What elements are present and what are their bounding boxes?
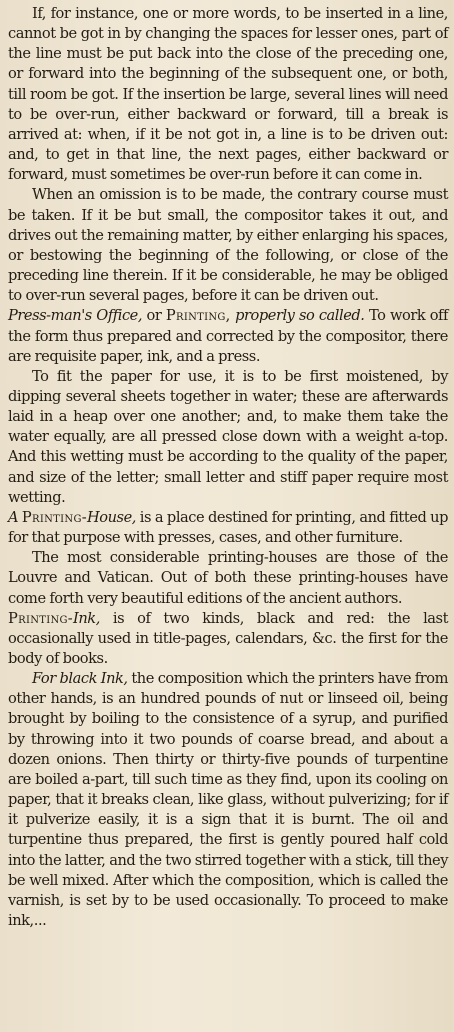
text-run: Printing- — [8, 609, 74, 627]
paragraph-louvre-vatican — [8, 548, 448, 608]
paragraph-insertion — [8, 4, 448, 185]
text-run: Ink, — [73, 609, 100, 627]
text-run: properly so called. — [235, 307, 365, 325]
text-run: To fit the paper for use, it is to be first moistened, by dipping several sheets together in water; these are afterwards laid in a heap over one another; and, to make them take the water equally, are all pressed close down with a weight a-top. And this wetting must be according to the quality of the paper, and size of the letter; small letter and stiff paper require most wetting. — [8, 367, 448, 506]
text-run: Printing, — [165, 307, 231, 325]
text-run: is a place destined for printing, and fitted up for that purpose with presses, cases, and other furniture. — [8, 508, 449, 547]
paragraph-printing-ink — [8, 609, 448, 669]
text-run: the composition which the printers have from other hands, is an hundred pounds of nut or linseed oil, being brought by boiling to the consistence of a syrup, and purified by throwing into it two pounds of coarse bread, and about a dozen onions. Then thirty or thirty-five pounds of turpentine are boiled a-part, till such time as they find, upon its cooling on paper, that it breaks clean, like glass, without pulverizing; for if it pulverize easily, it is a sign that it is burnt. The oil and turpentine thus prepared, the first is gently poured half cold into the latter, and the two stirred together with a stick, till they be well mixed. After which the composition, which is called the varnish, is set by to be used occasionally. To proceed to make ink,... — [8, 670, 448, 930]
paragraph-black-ink — [8, 669, 448, 931]
paragraph-pressman-office — [8, 306, 448, 366]
paragraph-omission — [8, 185, 448, 306]
text-run: or — [142, 307, 166, 325]
text-run: If, for instance, one or more words, to be inserted in a line, cannot be got in by changing the spaces for lesser ones, part of the line must be put back into the close of the preceding one, or forward into the beginning of the subsequent one, or both, till room be got. If the insertion be large, several lines will need to be over-run, either backward or forward, till a break is arrived at: when, if it be not got in, a line is to be driven out: and, to get in that line, the next pages, either backward or forward, must sometimes be over-run before it can come in. — [8, 5, 448, 184]
text-run: A — [8, 508, 22, 526]
text-run: House, — [86, 508, 136, 526]
text-run: The most considerable printing-houses are those of the Louvre and Vatican. Out of both these printing-houses have come forth very beautiful editions of the ancient authors. — [8, 549, 448, 607]
paragraph-wetting-paper — [8, 367, 448, 508]
text-run: To work off the form thus prepared and corrected by the compositor, there are requisite paper, ink, and a press. — [8, 307, 448, 365]
paragraph-printing-house — [8, 508, 448, 548]
text-run: Press-man's Office, — [8, 307, 143, 325]
text-run: Printing- — [21, 508, 87, 526]
text-run: is of two kinds, black and red: the last occasionally used in title-pages, calendars, &c. the first for the body of books. — [8, 609, 448, 667]
text-run: When an omission is to be made, the contrary course must be taken. If it be but small, the compositor takes it out, and drives out the remaining matter, by either enlarging his spaces, or bestowing the beginning of the following, or close of the preceding line therein. If it be considerable, he may be obliged to over-run several pages, before it can be driven out. — [8, 186, 448, 305]
text-run: For black Ink, — [32, 670, 128, 688]
